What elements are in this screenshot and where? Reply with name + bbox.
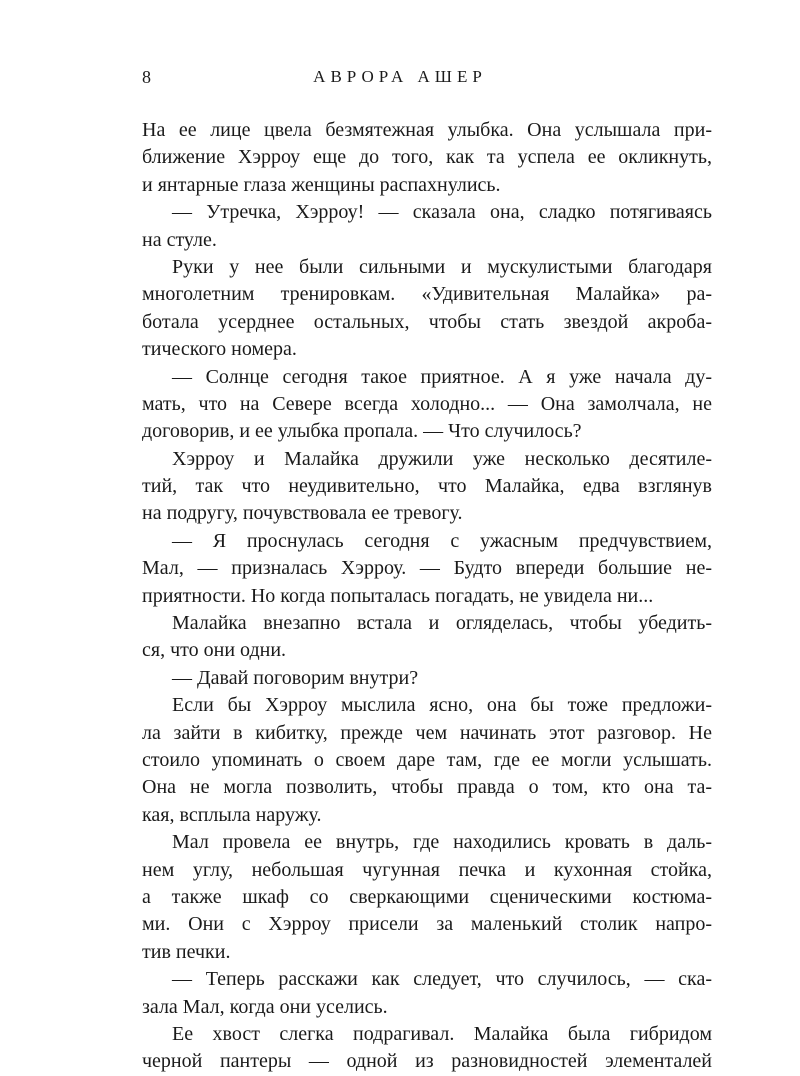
text-line: — Я проснулась сегодня с ужасным предчувствием, [172,529,712,552]
body-text [142,117,712,1076]
text-line: тий, так что неудивительно, что Малайка, едва взглянув [142,475,712,498]
text-line: Мал провела ее внутрь, где находились кровать в даль- [172,831,712,854]
text-line: ла зайти в кибитку, прежде чем начинать этот разговор. Не [142,721,712,744]
text-line: тического номера. [142,338,297,361]
text-line: тив печки. [142,940,231,963]
text-line: ми. Они с Хэрроу присели за маленький столик напро- [142,913,712,936]
text-line: ботала усерднее остальных, чтобы стать звездой акроба- [142,310,712,333]
running-head-author: АВРОРА АШЕР [313,67,487,86]
text-line: — Солнце сегодня такое приятное. А я уже начала ду- [172,365,712,388]
page-number: 8 [142,67,151,87]
text-line: мать, что на Севере всегда холодно... — Она замолчала, не [142,392,712,415]
text-line: на стуле. [142,228,217,251]
text-line: Руки у нее были сильными и мускулистыми благодаря [172,255,712,278]
text-line: договорив, и ее улыбка пропала. — Что случилось? [142,420,582,443]
text-line: Малайка внезапно встала и огляделась, чтобы убедить- [172,612,712,635]
text-line: многолетним тренировкам. «Удивительная Малайка» ра- [142,283,712,306]
text-line: на подругу, почувствовала ее тревогу. [142,502,463,525]
text-line: Если бы Хэрроу мыслила ясно, она бы тоже предложи- [172,694,712,717]
text-line: стоило упоминать о своем даре там, где ее могли услышать. [142,748,712,771]
text-line: — Давай поговорим внутри? [172,666,419,689]
text-line: ся, что они одни. [142,639,287,662]
text-line: Она не могла позволить, чтобы правда о том, кто она та- [142,776,712,799]
text-line: — Теперь расскажи как следует, что случилось, — ска- [172,968,712,991]
text-line: черной пантеры — одной из разновидностей элементалей [142,1050,712,1073]
text-line: нем углу, небольшая чугунная печка и кухонная стойка, [142,858,712,881]
text-line: приятности. Но когда попыталась погадать, не увидела ни... [142,584,654,607]
text-line: — Утречка, Хэрроу! — сказала она, сладко потягиваясь [172,201,712,224]
text-line: На ее лице цвела безмятежная улыбка. Она услышала при- [142,119,712,141]
text-line: и янтарные глаза женщины распахнулись. [142,173,501,196]
text-line: ближение Хэрроу еще до того, как та успела ее окликнуть, [142,146,712,169]
text-line: Ее хвост слегка подрагивал. Малайка была гибридом [172,1022,712,1045]
text-line: Хэрроу и Малайка дружили уже несколько десятиле- [172,447,712,470]
text-line: зала Мал, когда они уселись. [142,995,388,1018]
text-line: кая, всплыла наружу. [142,803,322,826]
text-line: Мал, — призналась Хэрроу. — Будто впереди большие не- [142,557,712,580]
text-line: а также шкаф со сверкающими сценическими костюма- [142,885,712,908]
